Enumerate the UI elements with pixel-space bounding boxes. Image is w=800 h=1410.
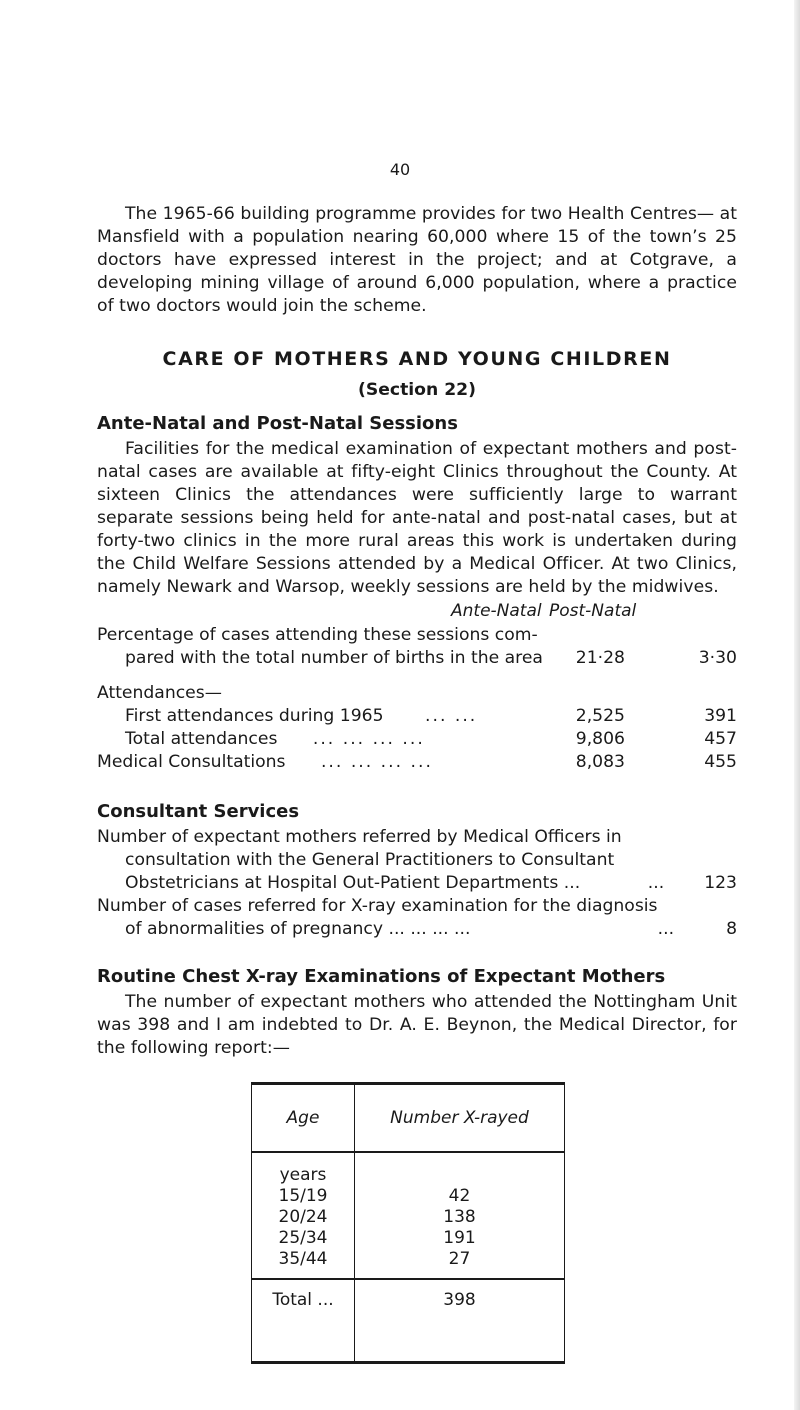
col-ante-natal: Ante-Natal [451, 601, 542, 621]
xray-heading: Routine Chest X-ray Examinations of Expectant Mothers [97, 966, 666, 987]
number-cell: 138 [443, 1207, 476, 1227]
number-cell: 191 [443, 1228, 476, 1248]
attendances-label-row [97, 682, 737, 705]
number-cell: 42 [448, 1186, 471, 1206]
age-column-cells [252, 1152, 355, 1279]
total-value: 398 [355, 1279, 565, 1363]
page-number: 40 [389, 160, 411, 179]
percentage-row-2 [97, 647, 737, 670]
col-number-header: Number X-rayed [355, 1084, 565, 1153]
total-label: Total ... [252, 1279, 355, 1363]
table-row [97, 751, 737, 774]
row-post-value: 457 [704, 729, 737, 749]
section-reference: (Section 22) [358, 380, 476, 400]
table-row [97, 705, 737, 728]
percentage-label-2: pared with the total number of births in the area [125, 648, 543, 668]
page-content [97, 203, 737, 1364]
col-age-header: Age [252, 1084, 355, 1153]
col-post-natal: Post-Natal [549, 601, 637, 621]
main-heading: CARE OF MOTHERS AND YOUNG CHILDREN [162, 348, 672, 370]
percentage-post: 3·30 [698, 648, 737, 668]
percentage-label-1: Percentage of cases attending these sessions com- [97, 625, 538, 645]
row-ante-value: 8,083 [575, 752, 625, 772]
xray-paragraph: The number of expectant mothers who attended the Nottingham Unit was 398 and I am indebted to Dr. A. E. Beynon, the Medical Director, for the following report:— [97, 992, 737, 1058]
number-column-cells [355, 1152, 565, 1279]
row-label: Medical Consultations ... ... ... ... [97, 752, 433, 772]
row-post-value: 455 [704, 752, 737, 772]
table-row [97, 728, 737, 751]
consultant-item-2 [97, 895, 737, 941]
consultant-item-1-value: ... 123 [647, 873, 737, 893]
attendances-label: Attendances— [97, 683, 222, 703]
age-cell: 35/44 [278, 1249, 328, 1269]
total-row [252, 1279, 565, 1363]
xray-table [251, 1082, 565, 1364]
row-label: Total attendances ... ... ... ... [125, 729, 425, 749]
consultant-item-1 [97, 826, 737, 895]
consultant-item-1-text: Number of expectant mothers referred by Medical Officers in consultation with the General Practitioners to Consultant Obstetricians at Hospital Out-Patient Departments ... [97, 827, 622, 893]
row-label: First attendances during 1965 ... ... [125, 706, 478, 726]
age-cell: 20/24 [278, 1207, 328, 1227]
percentage-ante: 21·28 [575, 648, 625, 668]
row-ante-value: 9,806 [575, 729, 625, 749]
number-cell: 27 [448, 1249, 471, 1269]
row-post-value: 391 [704, 706, 737, 726]
units-label: years [279, 1165, 327, 1185]
page-edge [794, 0, 800, 1410]
consultant-heading: Consultant Services [97, 801, 300, 822]
ante-natal-heading: Ante-Natal and Post-Natal Sessions [97, 413, 458, 434]
percentage-row-1 [97, 624, 737, 647]
row-ante-value: 2,525 [575, 706, 625, 726]
stats-column-headers [97, 601, 737, 624]
age-cell: 15/19 [278, 1186, 328, 1206]
intro-paragraph: The 1965-66 building programme provides for two Health Centres— at Mansfield with a population nearing 60,000 where 15 of the town’s 25 doctors have expressed interest in the project; and at Cotgrave, a developing mining village of around 6,000 population, where a practice of two doctors would join the scheme. [97, 204, 737, 316]
ante-natal-paragraph: Facilities for the medical examination of expectant mothers and post-natal cases are available at fifty-eight Clinics throughout the County. At sixteen Clinics the attendances were sufficiently large to warrant separate sessions being held for ante-natal and post-natal cases, but at forty-two clinics in the more rural areas this work is undertaken during the Child Welfare Sessions attended by a Medical Officer. At two Clinics, namely Newark and Warsop, weekly sessions are held by the midwives. [97, 439, 737, 597]
age-cell: 25/34 [278, 1228, 328, 1248]
consultant-item-2-value: ... 8 [657, 919, 737, 939]
consultant-item-2-text: Number of cases referred for X-ray examination for the diagnosis of abnormalities of pregnancy ... ... ... ... [97, 896, 658, 939]
